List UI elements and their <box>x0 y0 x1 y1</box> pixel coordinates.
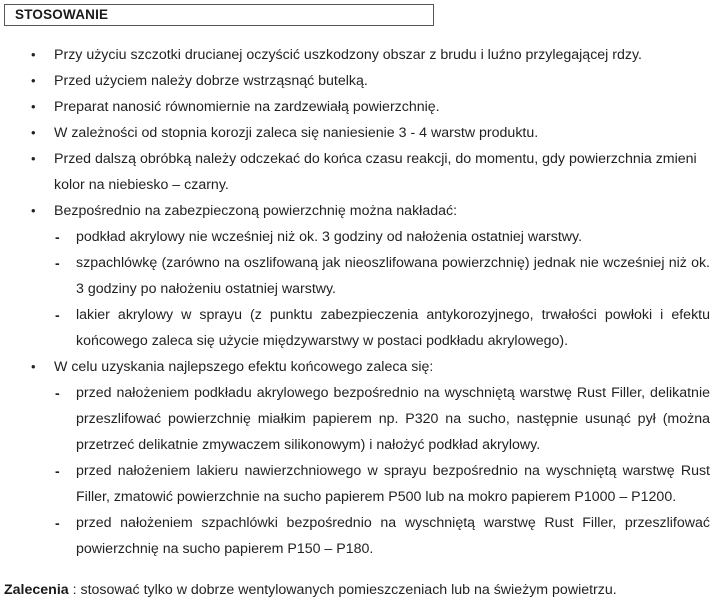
sub-list-item <box>0 510 720 562</box>
bullet-icon: • <box>31 151 36 166</box>
bullet-icon: • <box>31 203 36 218</box>
bullet-icon: • <box>31 47 36 62</box>
recommendation-label: Zalecenia <box>4 582 69 598</box>
list-item-text: Przed dalszą obróbką należy odczekać do końca czasu reakcji, do momentu, gdy powierzchnia zmieni kolor na niebiesko – czarny. <box>54 151 697 193</box>
dash-icon: - <box>55 463 60 479</box>
dash-icon: - <box>55 515 60 531</box>
list-item <box>0 354 720 380</box>
bullet-icon: • <box>31 99 36 114</box>
list-item-text: Przed użyciem należy dobrze wstrząsnąć butelką. <box>54 73 368 89</box>
list-item-text: Przy użyciu szczotki drucianej oczyścić uszkodzony obszar z brudu i luźno przylegającej rdzy. <box>54 47 642 63</box>
bullet-icon: • <box>31 359 36 374</box>
list-item-text: lakier akrylowy w sprayu (z punktu zabezpieczenia antykorozyjnego, trwałości powłoki i efektu końcowego zaleca się użycie międzywarstwy w postaci podkładu akrylowego). <box>76 307 710 349</box>
dash-icon: - <box>55 307 60 323</box>
section-header-box <box>4 4 434 26</box>
sub-list-item <box>0 380 720 458</box>
sub-list-item <box>0 250 720 302</box>
list-item-text: szpachlówkę (zarówno na oszlifowaną jak nieoszlifowana powierzchnię) jednak nie wcześniej niż ok. 3 godziny po nałożeniu ostatniej warstwy. <box>76 255 710 297</box>
list-item <box>0 146 720 198</box>
list-item-text: Bezpośrednio na zabezpieczoną powierzchnię można nakładać: <box>54 203 458 219</box>
list-item-text: W zależności od stopnia korozji zaleca się naniesienie 3 - 4 warstw produktu. <box>54 125 539 141</box>
sub-list-item <box>0 458 720 510</box>
sub-list-item <box>0 224 720 250</box>
list-item-text: podkład akrylowy nie wcześniej niż ok. 3 godziny od nałożenia ostatniej warstwy. <box>76 229 583 245</box>
list-item-text: Preparat nanosić równomiernie na zardzewiałą powierzchnię. <box>54 99 440 115</box>
sub-list-item <box>0 302 720 354</box>
list-item-text: przed nałożeniem szpachlówki bezpośrednio na wyschniętą warstwę Rust Filler, przeszlifować powierzchnię na sucho papierem P150 – P180. <box>76 515 710 557</box>
page-title: STOSOWANIE <box>15 7 109 22</box>
list-item <box>0 198 720 224</box>
dash-icon: - <box>55 229 60 245</box>
list-item <box>0 42 720 68</box>
recommendation-text: : stosować tylko w dobrze wentylowanych pomieszczeniach lub na świeżym powietrzu. <box>68 582 617 598</box>
list-item <box>0 68 720 94</box>
instructions-list <box>0 42 720 562</box>
list-item <box>0 120 720 146</box>
list-item <box>0 94 720 120</box>
recommendation-note <box>4 577 716 603</box>
dash-icon: - <box>55 255 60 271</box>
bullet-icon: • <box>31 125 36 140</box>
bullet-icon: • <box>31 73 36 88</box>
list-item-text: W celu uzyskania najlepszego efektu końcowego zaleca się: <box>54 359 434 375</box>
dash-icon: - <box>55 385 60 401</box>
list-item-text: przed nałożeniem podkładu akrylowego bezpośrednio na wyschniętą warstwę Rust Filler, delikatnie przeszlifować powierzchnię miałkim papierem np. P320 na sucho, następnie usunąć pył (można przetrzeć delikatnie zmywaczem silikonowym) i nałożyć podkład akrylowy. <box>76 385 710 453</box>
list-item-text: przed nałożeniem lakieru nawierzchniowego w sprayu bezpośrednio na wyschniętą warstwę Rust Filler, zmatowić powierzchnie na sucho papierem P500 lub na mokro papierem P1000 – P1200. <box>76 463 710 505</box>
